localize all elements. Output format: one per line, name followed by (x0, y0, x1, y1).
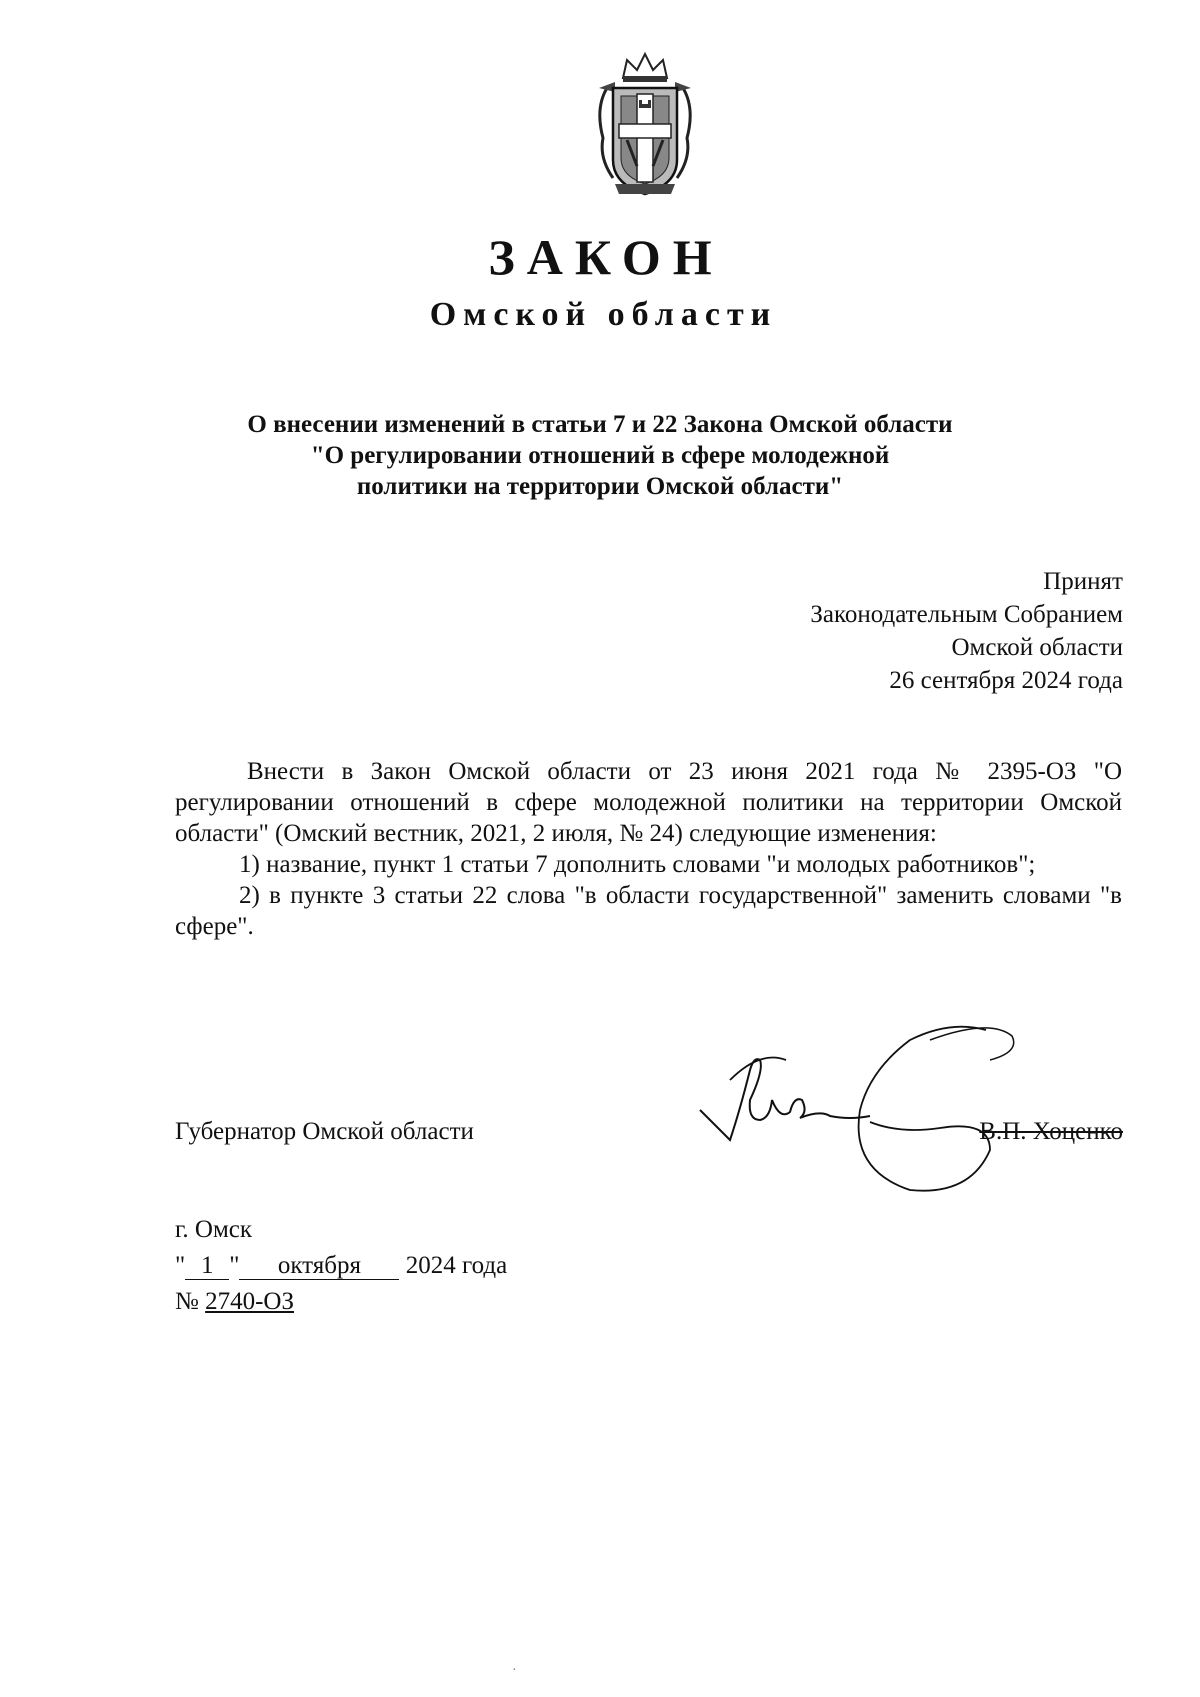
governor-position: Губернатор Омской области (175, 1118, 474, 1145)
date-quote-open: " (175, 1252, 186, 1279)
governor-name: В.П. Хоценко (979, 1118, 1123, 1145)
adoption-line: Законодательным Собранием (810, 601, 1123, 628)
adoption-date: 26 сентября 2024 года (889, 667, 1123, 694)
scan-dot: · (512, 1663, 517, 1678)
law-number: 2740-ОЗ (205, 1288, 295, 1315)
body-intro: Внести в Закон Омской области от 23 июня 2021 года № 2395-ОЗ "О регулировании отношений в сфере молодежной политики на территории Омской области" (Омский вестник, 2021, 2 июля, № 24) следующие изменения: (175, 758, 1122, 847)
law-body (175, 756, 1122, 942)
adoption-line: Принят (1043, 568, 1123, 595)
heading-line: О внесении изменений в статьи 7 и 22 Закона Омской области (247, 411, 953, 438)
signing-date (175, 1248, 507, 1284)
signing-details (175, 1212, 507, 1320)
date-month: октября (239, 1253, 399, 1280)
date-year: 2024 года (405, 1252, 508, 1279)
document-title: ЗАКОН (488, 229, 724, 285)
body-item-1: 1) название, пункт 1 статьи 7 дополнить словами "и молодых работников"; (239, 851, 1036, 878)
law-number-line (175, 1284, 507, 1320)
adoption-note (810, 565, 1123, 697)
signing-city: г. Омск (175, 1216, 253, 1243)
adoption-line: Омской области (951, 634, 1123, 661)
heading-line: политики на территории Омской области" (356, 473, 844, 500)
number-sign: № (175, 1288, 199, 1315)
date-day: 1 (185, 1253, 229, 1280)
law-heading (0, 409, 1200, 502)
date-quote-close: " (229, 1252, 240, 1279)
body-item-2: 2) в пункте 3 статьи 22 слова "в области государственной" заменить словами "в сфере". (175, 882, 1122, 940)
document-subtitle: Омской области (429, 296, 778, 333)
omsk-coat-of-arms-icon (585, 48, 705, 198)
heading-line: "О регулировании отношений в сфере молодежной (310, 442, 890, 469)
governor-signature (690, 1000, 1080, 1200)
